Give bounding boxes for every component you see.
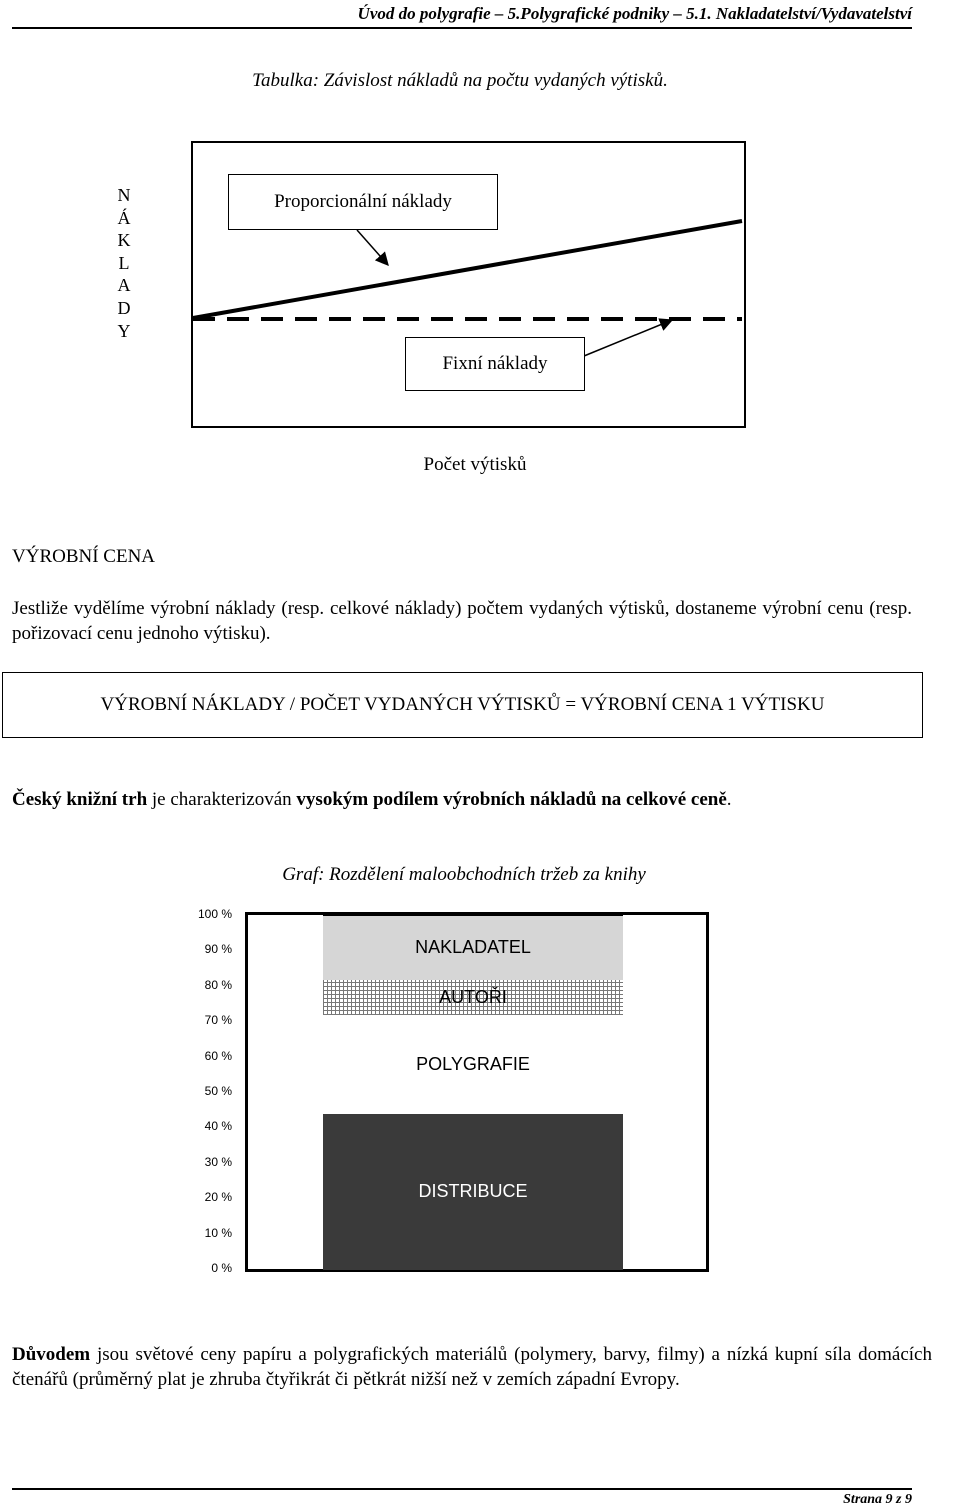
chart-title: Graf: Rozdělení maloobchodních tržeb za knihy [282, 864, 646, 885]
p3-text: jsou světové ceny papíru a polygrafických materiálů (polymery, barvy, filmy) a nízká kupní síla domácích čtenářů (průměrný plat je zhruba čtyřikrát či pětkrát nižší než v zemích západní Evropy. [12, 1344, 932, 1390]
y-tick-label: 30 % [204, 1154, 232, 1169]
proportional-cost-line [193, 221, 742, 318]
fixed-cost-label: Fixní náklady [405, 337, 585, 391]
y-letter: A [117, 275, 131, 296]
fixed-arrow [584, 320, 672, 356]
y-letter: Y [117, 320, 131, 341]
y-tick-label: 20 % [204, 1190, 232, 1205]
y-letter: D [117, 297, 131, 318]
y-tick-label: 40 % [204, 1119, 232, 1134]
y-tick-label: 10 % [204, 1225, 232, 1240]
p2-end: . [726, 789, 732, 810]
section-heading: VÝROBNÍ CENA [12, 546, 156, 567]
page-header: Úvod do polygrafie – 5.Polygrafické podniky – 5.1. Nakladatelství/Vydavatelství [357, 4, 912, 23]
y-letter: N [117, 185, 131, 205]
y-tick-label: 50 % [204, 1084, 232, 1098]
y-tick-label: 70 % [204, 1013, 232, 1028]
p2-text: je charakterizován [147, 789, 297, 810]
bar-segment-nakladatel: NAKLADATEL [323, 915, 623, 980]
proportional-cost-label: Proporcionální náklady [228, 174, 498, 230]
paragraph-2 [12, 789, 932, 811]
cost-chart-x-label: Počet výtisků [423, 454, 527, 475]
cost-chart-lines [0, 0, 960, 460]
y-tick-label: 0 % [211, 1261, 232, 1275]
p2-bold-1: Český knižní trh [12, 789, 148, 810]
y-letter: L [118, 252, 130, 273]
paragraph-1: Jestliže vydělíme výrobní náklady (resp. celkové náklady) počtem vydaných výtisků, dostaneme výrobní cenu (resp. pořizovací cenu jednoho výtisku). [12, 598, 912, 644]
y-letter: Á [117, 207, 131, 228]
page-footer: Strana 9 z 9 [843, 1492, 912, 1507]
bar-segment-distribuce: DISTRIBUCE [323, 1113, 623, 1270]
y-tick-label: 60 % [204, 1048, 232, 1063]
y-tick-label: 90 % [204, 942, 232, 957]
bar-segment-polygrafie: POLYGRAFIE [323, 1014, 623, 1114]
footer-divider [12, 1488, 912, 1490]
proportional-arrow [357, 230, 388, 265]
formula-box: VÝROBNÍ NÁKLADY / POČET VYDANÝCH VÝTISKŮ = VÝROBNÍ CENA 1 VÝTISKU [2, 672, 923, 738]
bar-segment-autoři: AUTOŘI [323, 979, 623, 1015]
p3-bold: Důvodem [12, 1344, 91, 1365]
y-letter: K [117, 230, 131, 251]
p2-bold-2: vysokým podílem výrobních nákladů na celkové ceně [296, 789, 727, 810]
stacked-chart-frame [245, 912, 709, 1272]
cost-chart-caption: Tabulka: Závislost nákladů na počtu vydaných výtisků. [252, 70, 668, 91]
paragraph-3 [12, 1342, 932, 1392]
y-tick-label: 100 % [197, 907, 232, 921]
y-tick-label: 80 % [204, 977, 232, 992]
